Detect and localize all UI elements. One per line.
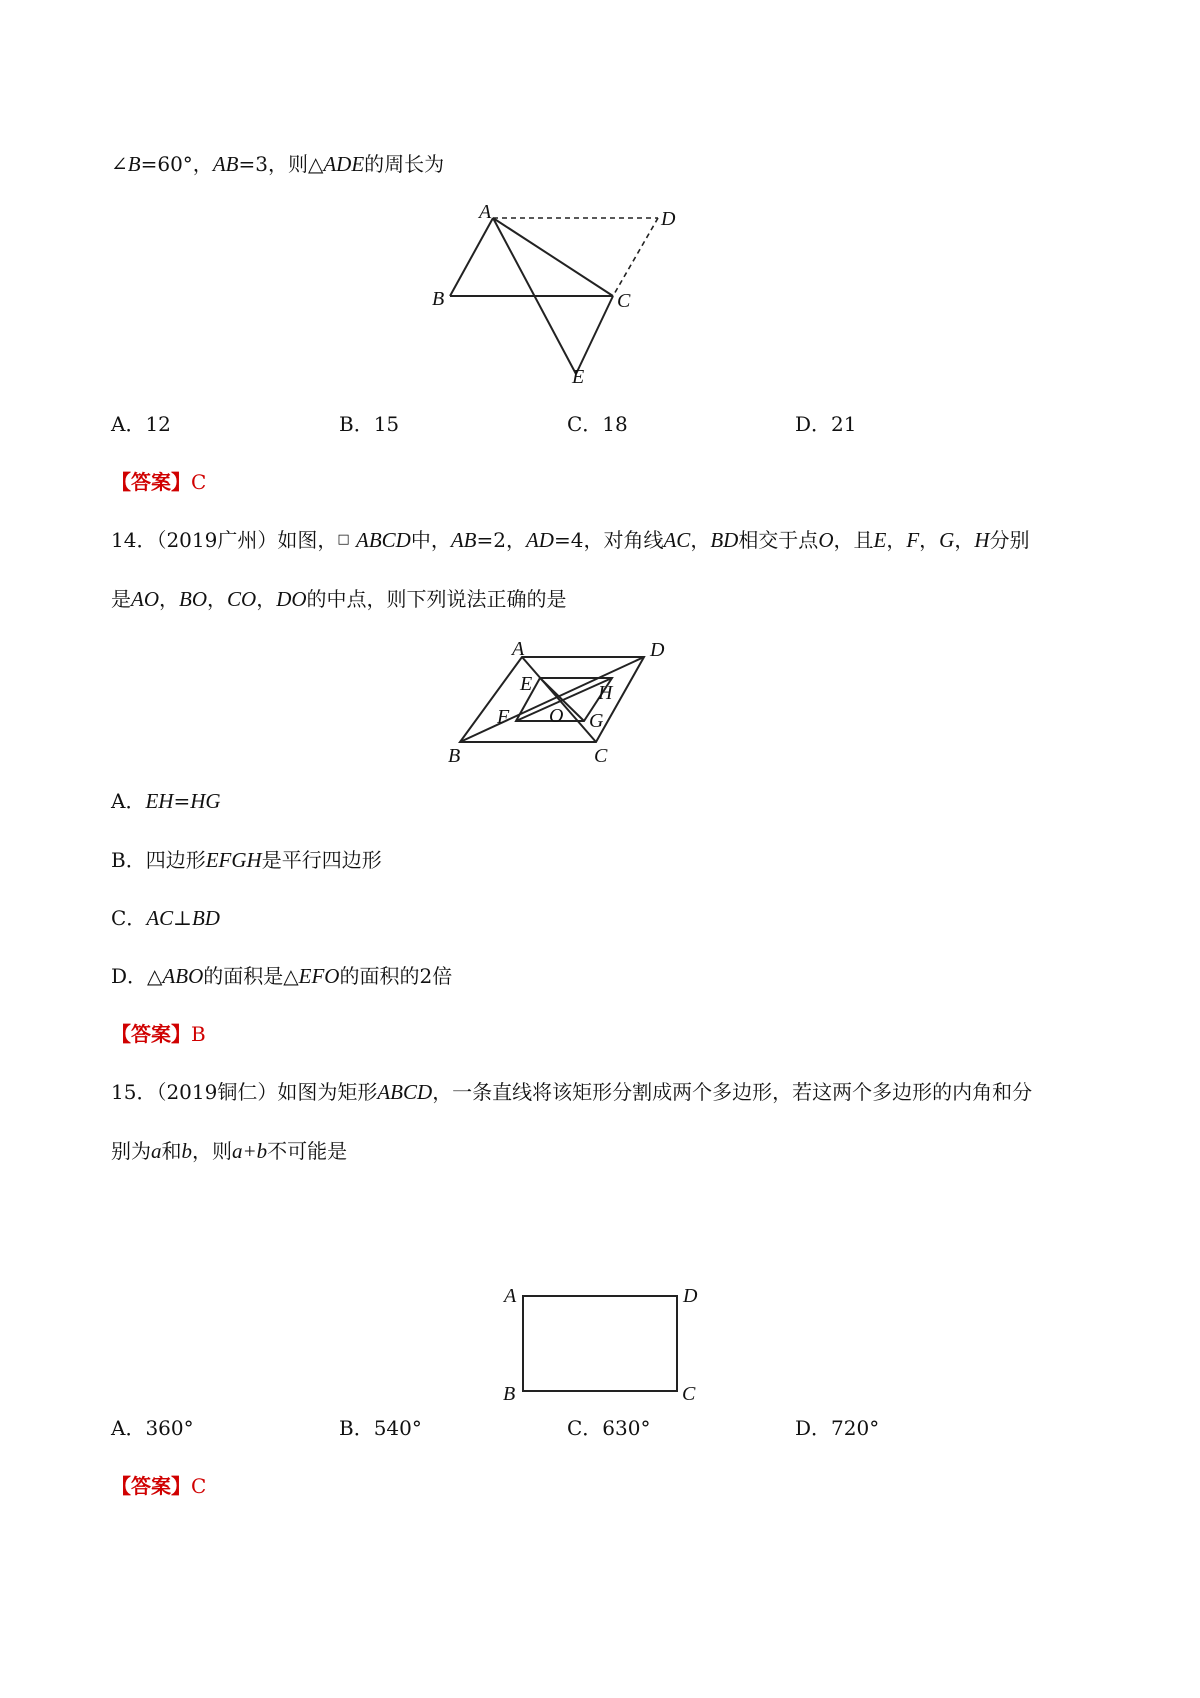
q14-stem-line2: 是AO，BO，CO，DO的中点，则下列说法正确的是 <box>111 587 567 611</box>
q15-stem-line2: 别为a和b，则a+b不可能是 <box>111 1139 348 1163</box>
parallelogram-symbol: □ <box>337 532 350 547</box>
q13-option-a: A．12 <box>111 412 171 436</box>
label-a: A <box>479 201 492 223</box>
label-a: A <box>504 1285 517 1307</box>
label-d: D <box>661 208 676 230</box>
q13-answer: 【答案】C <box>111 470 207 494</box>
label-h: H <box>598 682 613 704</box>
q14-option-c: C．AC⊥BD <box>111 906 220 930</box>
q14-option-a: A．EH=HG <box>111 789 221 813</box>
q13-option-c: C．18 <box>567 412 628 436</box>
q13-option-d: D．21 <box>795 412 857 436</box>
q14-stem-line1: 14．（2019广州）如图，□ ABCD中，AB=2，AD=4，对角线AC，BD相交于点O，且E，F，G，H分别 <box>111 528 1030 552</box>
q15-stem-line1: 15．（2019铜仁）如图为矩形ABCD，一条直线将该矩形分割成两个多边形，若这两个多边形的内角和分 <box>111 1080 1033 1104</box>
rectangle-abcd <box>523 1296 677 1391</box>
label-e: E <box>572 366 585 388</box>
q14-answer: 【答案】B <box>111 1022 206 1046</box>
q15-answer: 【答案】C <box>111 1474 207 1498</box>
label-e: E <box>520 673 533 695</box>
q14-option-d: D．△ABO的面积是△EFO的面积的2倍 <box>111 964 453 988</box>
q15-option-a: A．360° <box>111 1416 194 1440</box>
label-c: C <box>617 290 631 312</box>
label-d: D <box>683 1285 698 1307</box>
label-c: C <box>682 1383 696 1405</box>
label-b: B <box>432 288 445 310</box>
label-b: B <box>448 745 461 767</box>
label-c: C <box>594 745 608 767</box>
q13-stem: ∠B=60°，AB=3，则△ADE的周长为 <box>111 152 445 176</box>
label-g: G <box>589 710 604 732</box>
angle-symbol: ∠ <box>111 152 128 176</box>
q13-option-b: B．15 <box>339 412 400 436</box>
label-a: A <box>512 638 525 660</box>
label-f: F <box>497 706 510 728</box>
label-b: B <box>503 1383 516 1405</box>
label-d: D <box>650 639 665 661</box>
q14-option-b: B．四边形EFGH是平行四边形 <box>111 848 382 872</box>
q15-option-c: C．630° <box>567 1416 651 1440</box>
label-o: O <box>549 705 564 727</box>
q15-option-d: D．720° <box>795 1416 880 1440</box>
q15-option-b: B．540° <box>339 1416 422 1440</box>
